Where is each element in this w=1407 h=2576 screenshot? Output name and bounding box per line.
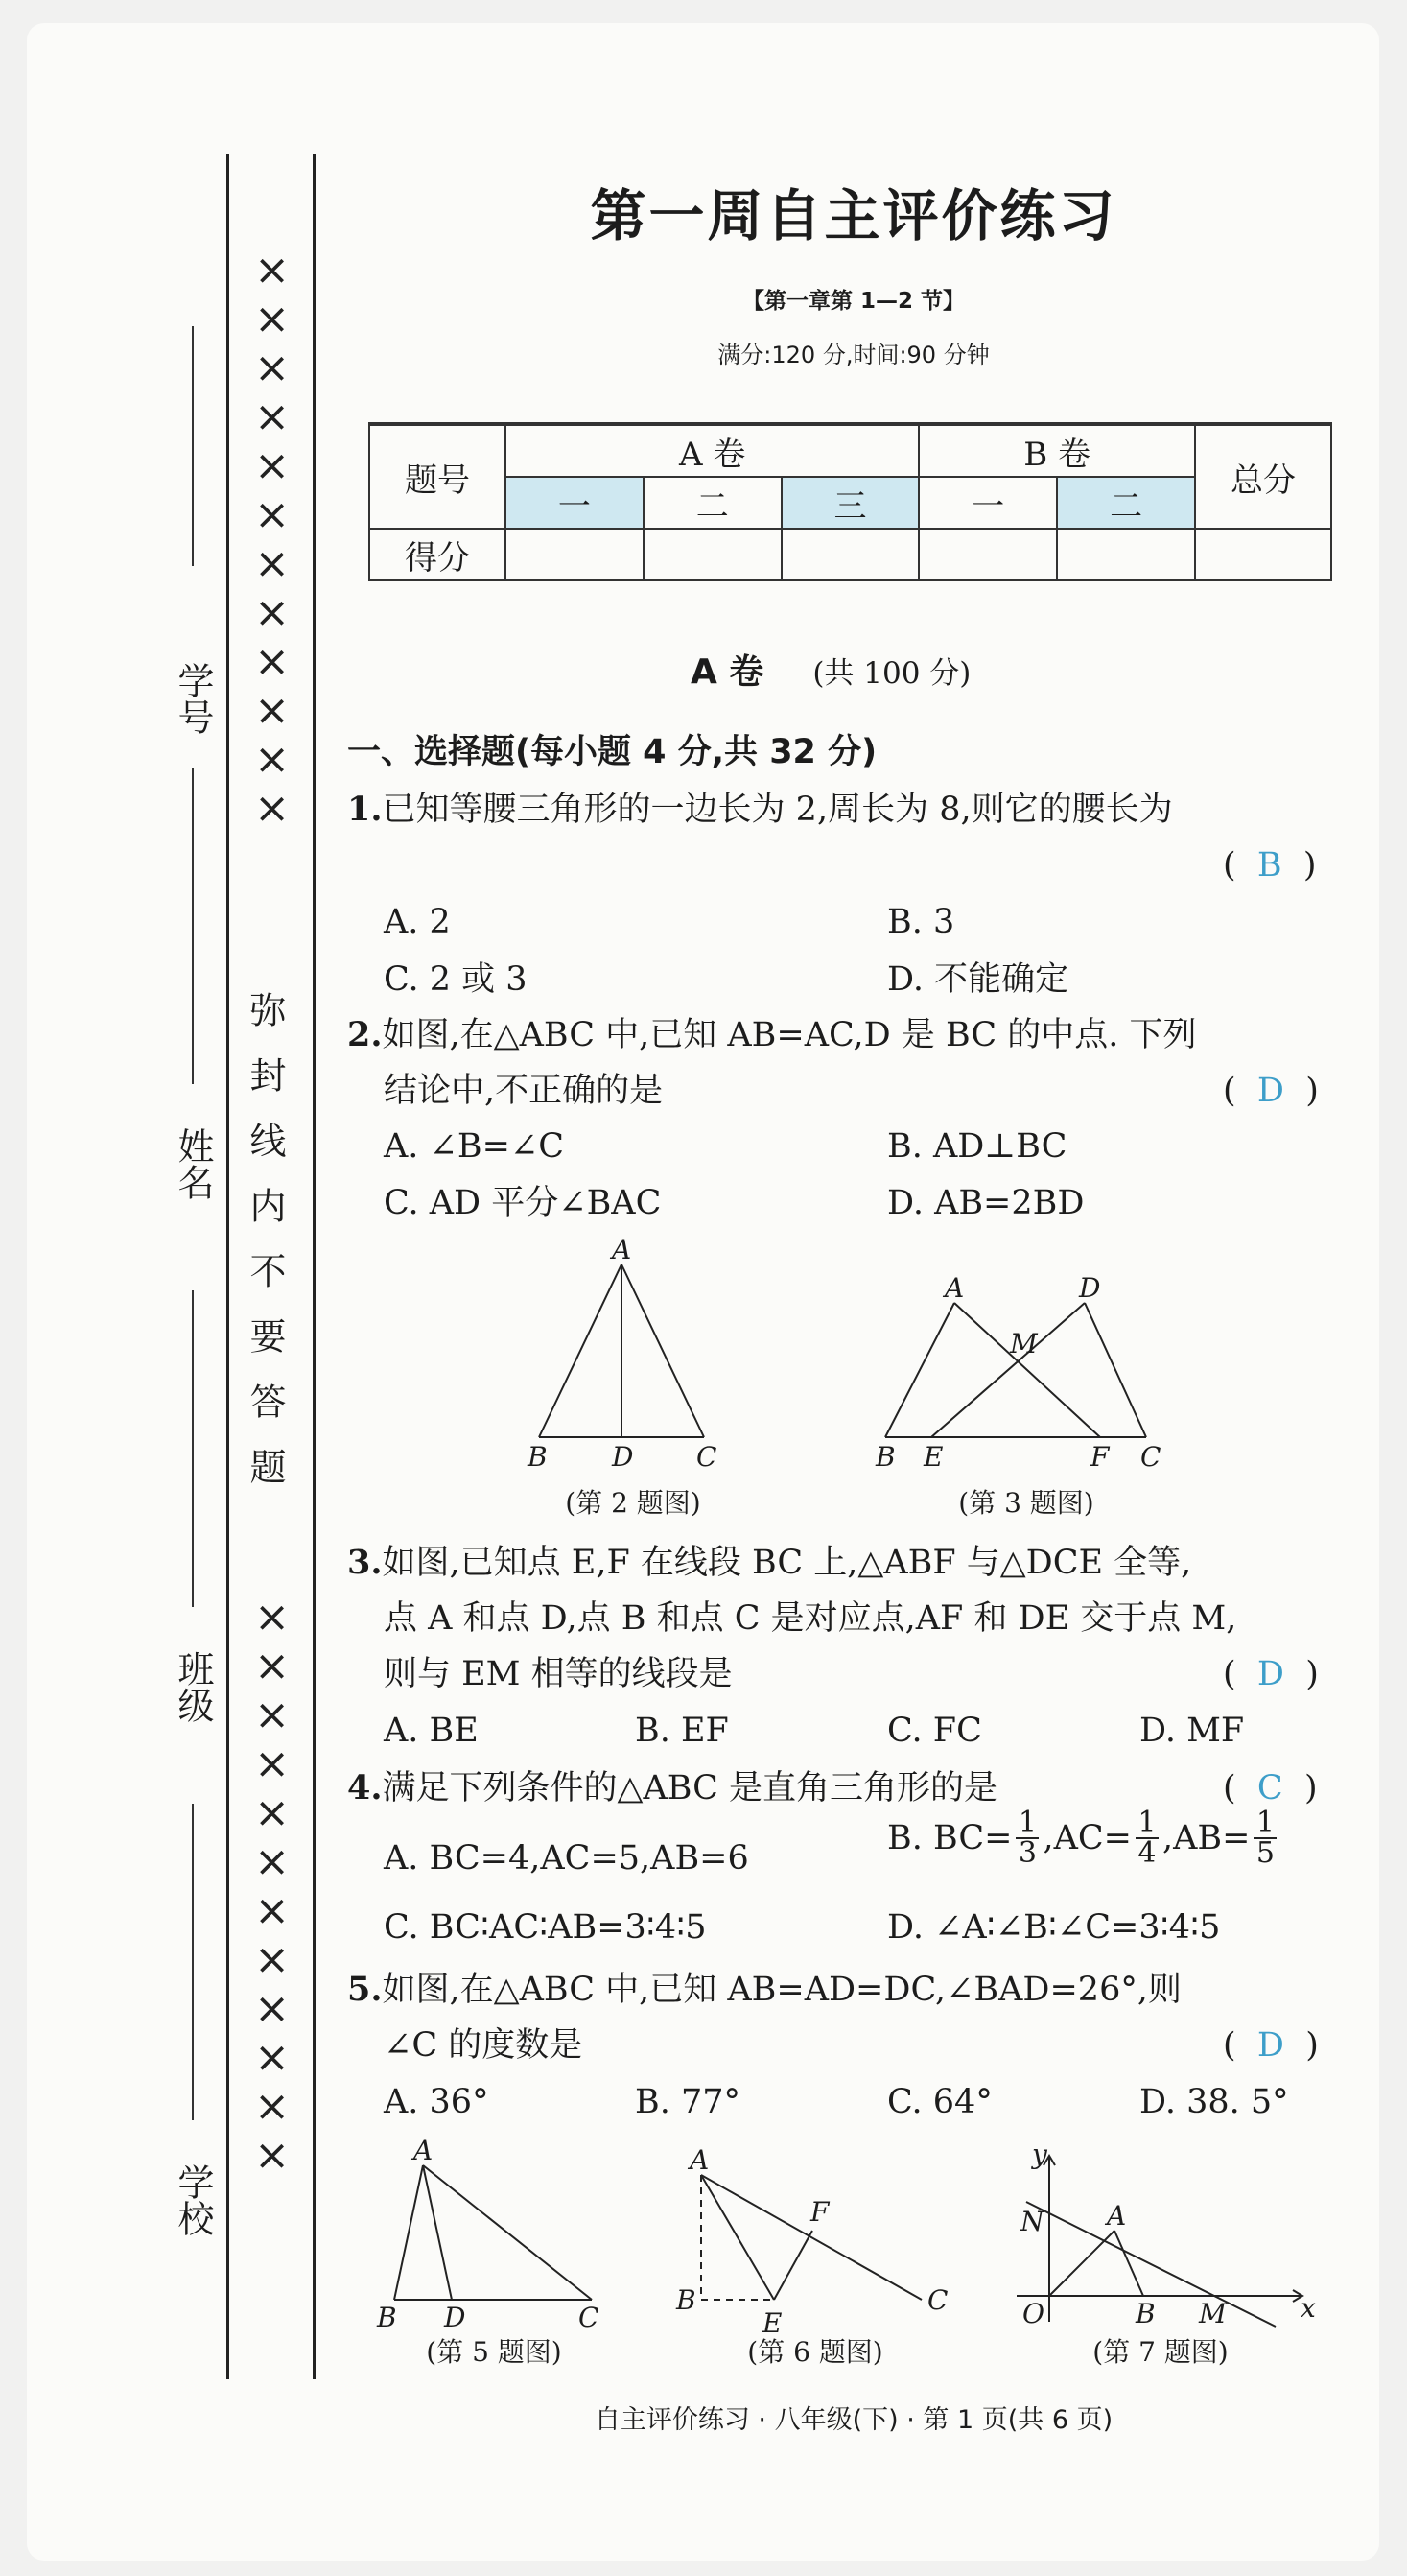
fig7-label-n: N	[1020, 2206, 1044, 2237]
fig2-label-d: D	[612, 1441, 634, 1473]
figure-5	[369, 2135, 619, 2346]
answer-2: ( D )	[1223, 1072, 1319, 1110]
question-3-line1	[347, 1535, 1191, 1591]
part1-heading	[347, 724, 877, 780]
fig7-label-x: x	[1301, 2292, 1316, 2324]
fig7-label-m: M	[1199, 2298, 1227, 2329]
q4b-text: ,AB=	[1161, 1818, 1251, 1857]
margin-line-class	[192, 1290, 194, 1607]
figure-6	[667, 2135, 964, 2346]
score-cell[interactable]	[1057, 529, 1195, 580]
fig6-label-a: A	[690, 2144, 710, 2176]
fig7-label-a: A	[1107, 2200, 1127, 2232]
answer-4: ( C )	[1223, 1769, 1318, 1808]
figure-7-caption: (第 7 题图)	[1092, 2336, 1229, 2368]
q5-option-c[interactable]: C. 64°	[887, 2083, 993, 2121]
q3-option-c[interactable]: C. FC	[887, 1712, 982, 1750]
seal-notice: 弥封线内不要答题	[244, 991, 286, 1513]
fig3-label-e: E	[924, 1441, 944, 1473]
answer-1: ( B )	[1223, 846, 1317, 885]
question-1	[347, 782, 1173, 838]
header-paper-a: A 卷	[505, 424, 919, 477]
q2-option-a[interactable]: A. ∠B=∠C	[384, 1127, 565, 1166]
q1-option-b[interactable]: B. 3	[887, 903, 955, 941]
score-table	[368, 422, 1332, 581]
header-total: 总分	[1195, 424, 1331, 529]
fraction-den: 3	[1018, 1836, 1037, 1870]
q3-option-d[interactable]: D. MF	[1139, 1712, 1245, 1750]
fig3-label-a: A	[945, 1276, 965, 1304]
score-cell[interactable]	[644, 529, 782, 580]
score-time-info: 满分:120 分,时间:90 分钟	[717, 342, 990, 368]
fig3-label-m: M	[1010, 1328, 1038, 1359]
answer-value: D	[1256, 2026, 1284, 2065]
fig2-label-b: B	[528, 1441, 548, 1473]
q4b-text: B. BC=	[887, 1818, 1013, 1857]
cross-marks-top: ××××××××××××	[247, 246, 297, 833]
fig5-label-a: A	[413, 2135, 434, 2166]
fig5-label-c: C	[578, 2302, 599, 2333]
q-number: 5.	[347, 1970, 383, 2009]
q2-option-b[interactable]: B. AD⊥BC	[887, 1127, 1067, 1166]
page-footer: 自主评价练习 · 八年级(下) · 第 1 页(共 6 页)	[594, 2405, 1114, 2435]
q-text: 如图,已知点 E,F 在线段 BC 上,△ABF 与△DCE 全等,	[382, 1544, 1192, 1582]
figure-2	[518, 1238, 748, 1487]
answer-3: ( D )	[1223, 1655, 1319, 1693]
paper-a-points: (共 100 分)	[812, 656, 972, 691]
label-student-id: 学号	[172, 662, 214, 735]
col-b-1: 一	[919, 477, 1057, 529]
fig3-label-c: C	[1140, 1441, 1161, 1473]
paper-a-label: A 卷	[691, 652, 764, 692]
fraction-num: 1	[1255, 1806, 1275, 1839]
q3-option-b[interactable]: B. EF	[635, 1712, 729, 1750]
q1-option-c[interactable]: C. 2 或 3	[384, 960, 528, 999]
q2-option-c[interactable]: C. AD 平分∠BAC	[384, 1184, 662, 1222]
q-text: 满足下列条件的△ABC 是直角三角形的是	[382, 1769, 998, 1808]
fraction-den: 4	[1137, 1836, 1157, 1870]
q-text: 如图,在△ABC 中,已知 AB=AC,D 是 BC 的中点. 下列	[382, 1016, 1197, 1054]
fig3-label-b: B	[876, 1441, 896, 1473]
q5-option-b[interactable]: B. 77°	[635, 2083, 741, 2121]
figure-3-caption: (第 3 题图)	[958, 1487, 1094, 1519]
fraction	[1136, 1808, 1159, 1868]
question-5-line1	[347, 1962, 1182, 2018]
fig3-label-d: D	[1079, 1276, 1101, 1304]
score-cell[interactable]	[505, 529, 644, 580]
figure-5-caption: (第 5 题图)	[426, 2336, 562, 2368]
answer-5: ( D )	[1223, 2026, 1319, 2065]
label-class: 班级	[172, 1650, 214, 1723]
fig2-label-a: A	[612, 1238, 632, 1265]
question-3-line3: 则与 EM 相等的线段是	[384, 1655, 733, 1693]
margin-border-right	[313, 154, 316, 2379]
answer-value: D	[1256, 1072, 1284, 1110]
fig7-label-o: O	[1022, 2298, 1044, 2329]
q4b-text: ,AC=	[1043, 1818, 1132, 1857]
part1-heading-text: 一、选择题(每小题 4 分,共 32 分)	[347, 733, 878, 771]
answer-value: D	[1256, 1655, 1284, 1693]
margin-line-school	[192, 1804, 194, 2120]
margin-line-id	[192, 326, 194, 566]
label-school: 学校	[172, 2163, 214, 2236]
q-number: 4.	[347, 1768, 383, 1808]
fig5-label-d: D	[444, 2302, 466, 2333]
page-title: 第一周自主评价练习	[590, 183, 1117, 248]
section-a-title	[691, 645, 971, 694]
margin-line-name	[192, 768, 194, 1084]
q-text: 如图,在△ABC 中,已知 AB=AD=DC,∠BAD=26°,则	[382, 1971, 1182, 2009]
fraction-den: 5	[1255, 1836, 1275, 1870]
q1-option-d[interactable]: D. 不能确定	[887, 960, 1069, 999]
question-2-line2: 结论中,不正确的是	[384, 1072, 664, 1110]
header-paper-b: B 卷	[919, 424, 1195, 477]
label-name: 姓名	[172, 1127, 214, 1200]
fig6-label-b: B	[676, 2284, 696, 2316]
margin-border-left	[226, 154, 229, 2379]
answer-value: C	[1256, 1769, 1283, 1808]
q5-option-a[interactable]: A. 36°	[384, 2083, 489, 2121]
q4-option-a[interactable]: A. BC=4,AC=5,AB=6	[384, 1839, 749, 1878]
q4-option-b[interactable]	[887, 1808, 1280, 1868]
question-5-line2: ∠C 的度数是	[384, 2026, 583, 2065]
q-number: 1.	[347, 790, 383, 829]
figure-2-caption: (第 2 题图)	[565, 1487, 701, 1519]
figure-7	[1007, 2135, 1333, 2346]
header-question-no: 题号	[369, 424, 505, 529]
score-cell[interactable]	[782, 529, 920, 580]
q4-option-c[interactable]: C. BC∶AC∶AB=3∶4∶5	[384, 1908, 707, 1947]
col-a-2: 二	[644, 477, 782, 529]
fig3-label-f: F	[1090, 1441, 1110, 1473]
figure-6-caption: (第 6 题图)	[747, 2336, 883, 2368]
col-a-3: 三	[782, 477, 920, 529]
fig7-label-y: y	[1032, 2139, 1047, 2170]
question-2-line1	[347, 1007, 1197, 1063]
col-b-2: 二	[1057, 477, 1195, 529]
chapter-range: 【第一章第 1—2 节】	[741, 289, 966, 314]
q3-option-a[interactable]: A. BE	[384, 1712, 479, 1750]
row-score-label: 得分	[369, 529, 505, 580]
cross-marks-bottom: ××××××××××××	[247, 1593, 297, 2180]
q-text: 已知等腰三角形的一边长为 2,周长为 8,则它的腰长为	[382, 791, 1173, 829]
fraction	[1254, 1808, 1277, 1868]
fig6-label-c: C	[927, 2284, 949, 2316]
fraction-num: 1	[1137, 1806, 1157, 1839]
score-cell[interactable]	[919, 529, 1057, 580]
fraction-num: 1	[1018, 1806, 1037, 1839]
figure-3	[868, 1276, 1184, 1487]
q2-option-d[interactable]: D. AB=2BD	[887, 1184, 1085, 1222]
fig2-label-c: C	[696, 1441, 717, 1473]
q-number: 2.	[347, 1015, 383, 1054]
fig7-label-b: B	[1136, 2298, 1156, 2329]
answer-value: B	[1256, 846, 1282, 885]
q5-option-d[interactable]: D. 38. 5°	[1139, 2083, 1289, 2121]
fig6-label-e: E	[762, 2307, 783, 2339]
question-3-line2: 点 A 和点 D,点 B 和点 C 是对应点,AF 和 DE 交于点 M,	[384, 1599, 1237, 1638]
score-cell-total[interactable]	[1195, 529, 1331, 580]
q4-option-d[interactable]: D. ∠A∶∠B∶∠C=3∶4∶5	[887, 1908, 1221, 1947]
fraction	[1016, 1808, 1039, 1868]
fig5-label-b: B	[377, 2302, 397, 2333]
q1-option-a[interactable]: A. 2	[384, 903, 451, 941]
col-a-1: 一	[505, 477, 644, 529]
fig6-label-f: F	[810, 2196, 830, 2228]
q-number: 3.	[347, 1543, 383, 1582]
